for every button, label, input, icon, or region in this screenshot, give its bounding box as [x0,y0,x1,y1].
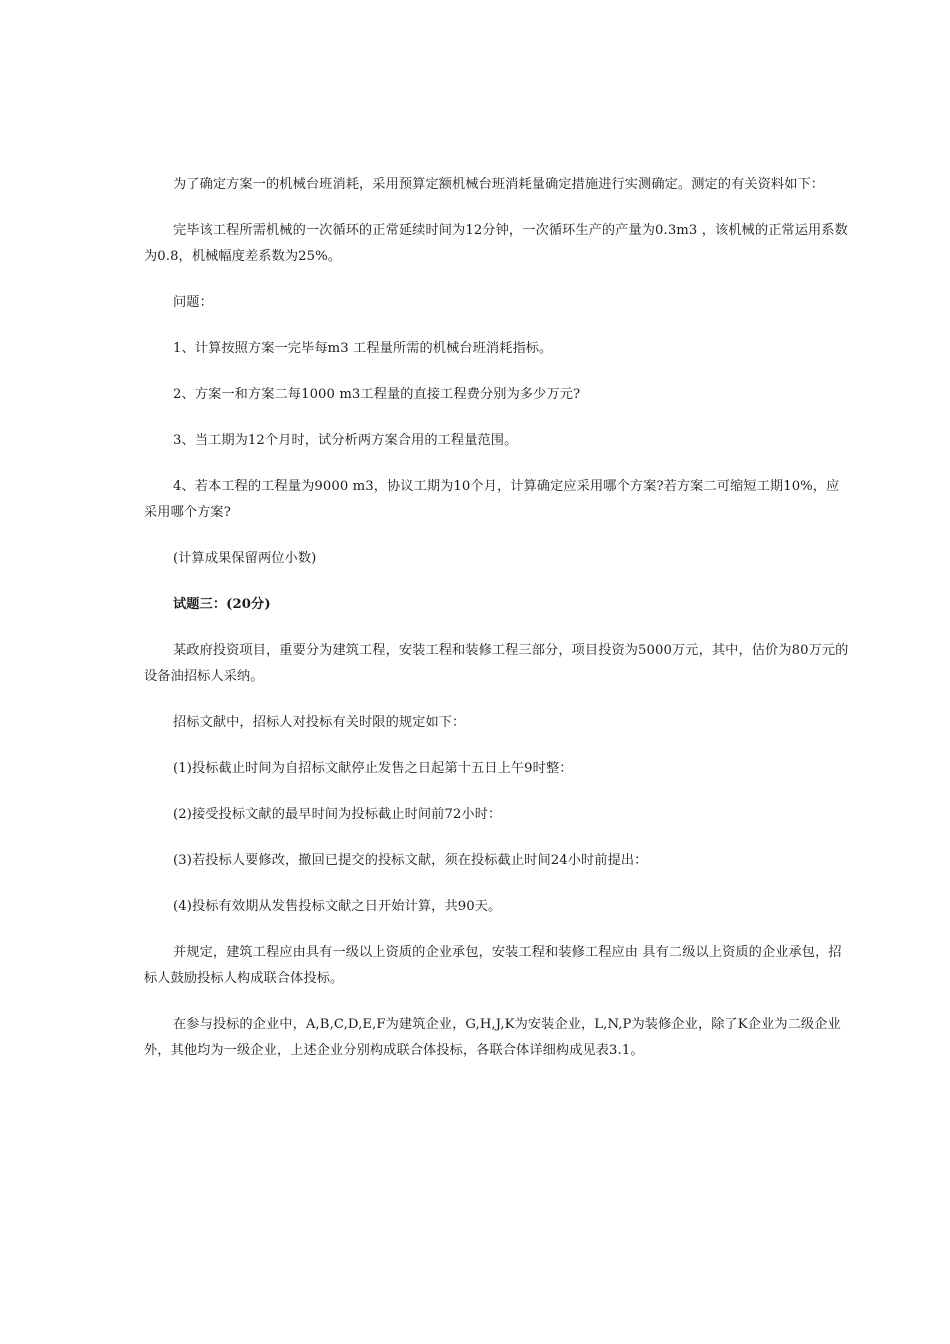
machine-data-paragraph: 完毕该工程所需机械的一次循环的正常延续时间为12分钟，一次循环生产的产量为0.3m3 ，该机械的正常运用系数为0.8，机械幅度差系数为25%。 [144,223,848,264]
questions-heading: 问题： [173,295,213,310]
time-limit-intro: 招标文献中，招标人对投标有关时限的规定如下： [173,715,466,730]
question-2: 2、方案一和方案二每1000 m3工程量的直接工程费分别为多少万元? [173,387,581,402]
rule-4: (4)投标有效期从发售投标文献之日开始计算，共90天。 [173,899,502,914]
project-description: 某政府投资项目，重要分为建筑工程，安装工程和装修工程三部分，项目投资为5000万元，其中，估价为80万元的设备油招标人采纳。 [144,643,849,684]
bidders-paragraph: 在参与投标的企业中，A,B,C,D,E,F为建筑企业，G,H,J,K为安装企业，L,N,P为装修企业，除了K企业为二级企业外，其他均为一级企业，上述企业分别构成联合体投标，各联合体详细构成见表3.1。 [144,1017,841,1058]
question-4: 4、若本工程的工程量为9000 m3，协议工期为10个月，计算确定应采用哪个方案?若方案二可缩短工期10%，应采用哪个方案? [144,479,840,520]
intro-paragraph: 为了确定方案一的机械台班消耗，采用预算定额机械台班消耗量确定措施进行实测确定。测定的有关资料如下： [173,177,825,192]
question-1: 1、计算按照方案一完毕每m3 工程量所需的机械台班消耗指标。 [173,341,553,356]
rule-1: (1)投标截止时间为自招标文献停止发售之日起第十五日上午9时整： [173,761,573,776]
document-page [144,172,852,1084]
rule-2: (2)接受投标文献的最早时间为投标截止时间前72小时： [173,807,502,822]
qualification-paragraph: 并规定，建筑工程应由具有一级以上资质的企业承包，安装工程和装修工程应由 具有二级以上资质的企业承包，招标人鼓励投标人构成联合体投标。 [144,945,842,986]
question-3: 3、当工期为12个月时，试分析两方案合用的工程量范围。 [173,433,518,448]
rounding-note: (计算成果保留两位小数) [173,551,317,566]
exam-question-3-heading: 试题三：(20分) [173,597,271,612]
rule-3: (3)若投标人要修改，撤回已提交的投标文献，须在投标截止时间24小时前提出： [173,853,648,868]
